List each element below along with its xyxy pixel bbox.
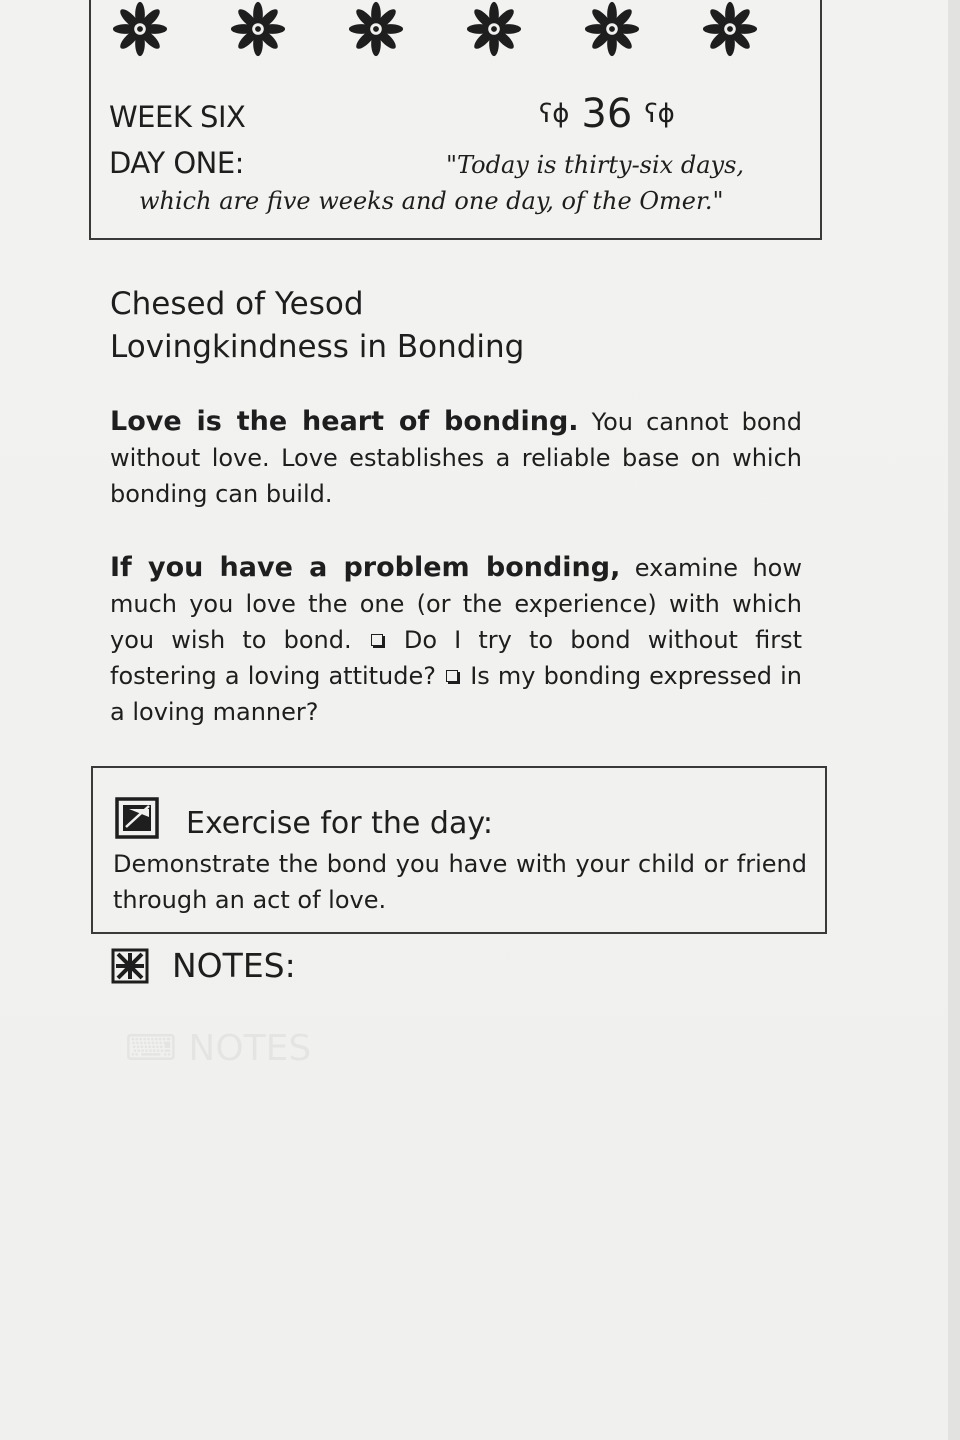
checkbox-icon[interactable]: [371, 634, 383, 646]
flower-ornament-icon: [465, 0, 523, 58]
flower-ornament-icon: [701, 0, 759, 58]
omer-count-quote-line1: "Today is thirty-six days,: [446, 151, 745, 179]
reflection-question-1: Do I try to bond without first fostering a loving attitude?: [110, 626, 803, 690]
omer-count-quote-line2: which are five weeks and one day, of the Omer.": [139, 187, 724, 215]
day-header-box: [89, 0, 822, 240]
day-label: DAY ONE:: [109, 146, 244, 180]
exercise-title: Exercise for the day:: [186, 806, 494, 841]
paragraph-2-lead: If you have a problem bonding,: [110, 552, 621, 583]
flower-ornament-icon: [347, 0, 405, 58]
exercise-box: [91, 766, 827, 934]
bleed-through-text: ⌨ NOTES: [125, 1028, 312, 1069]
reflection-question-2: Is my bonding expressed in a loving manner?: [110, 662, 803, 726]
notes-label: NOTES:: [172, 946, 296, 985]
day-number: 36: [581, 91, 633, 137]
day-number-group: [527, 91, 687, 137]
paragraph-1: [110, 404, 802, 512]
flower-ornament-row: [111, 0, 761, 60]
ornament-left-icon: ʕɸ: [539, 99, 570, 129]
week-label: WEEK SIX: [109, 100, 246, 134]
flower-ornament-icon: [111, 0, 169, 58]
paragraph-2-text: examine how much you love the one (or the experience) with which you wish to bond.: [110, 554, 802, 654]
paragraph-1-text: You cannot bond without love. Love establishes a reliable base on which bonding can build.: [110, 408, 802, 508]
page-edge: [948, 0, 960, 1440]
flower-ornament-icon: [229, 0, 287, 58]
paragraph-1-lead: Love is the heart of bonding.: [110, 406, 579, 437]
checked-box-icon: [115, 797, 159, 839]
exercise-text: Demonstrate the bond you have with your child or friend through an act of love.: [113, 850, 807, 914]
flower-ornament-icon: [583, 0, 641, 58]
sefirah-title: Chesed of Yesod: [110, 286, 364, 322]
notes-asterisk-icon: [111, 948, 151, 984]
paragraph-2: [110, 550, 802, 730]
ornament-right-icon: ʕɸ: [644, 99, 675, 129]
sefirah-subtitle: Lovingkindness in Bonding: [110, 329, 525, 365]
checkbox-icon[interactable]: [446, 670, 458, 682]
